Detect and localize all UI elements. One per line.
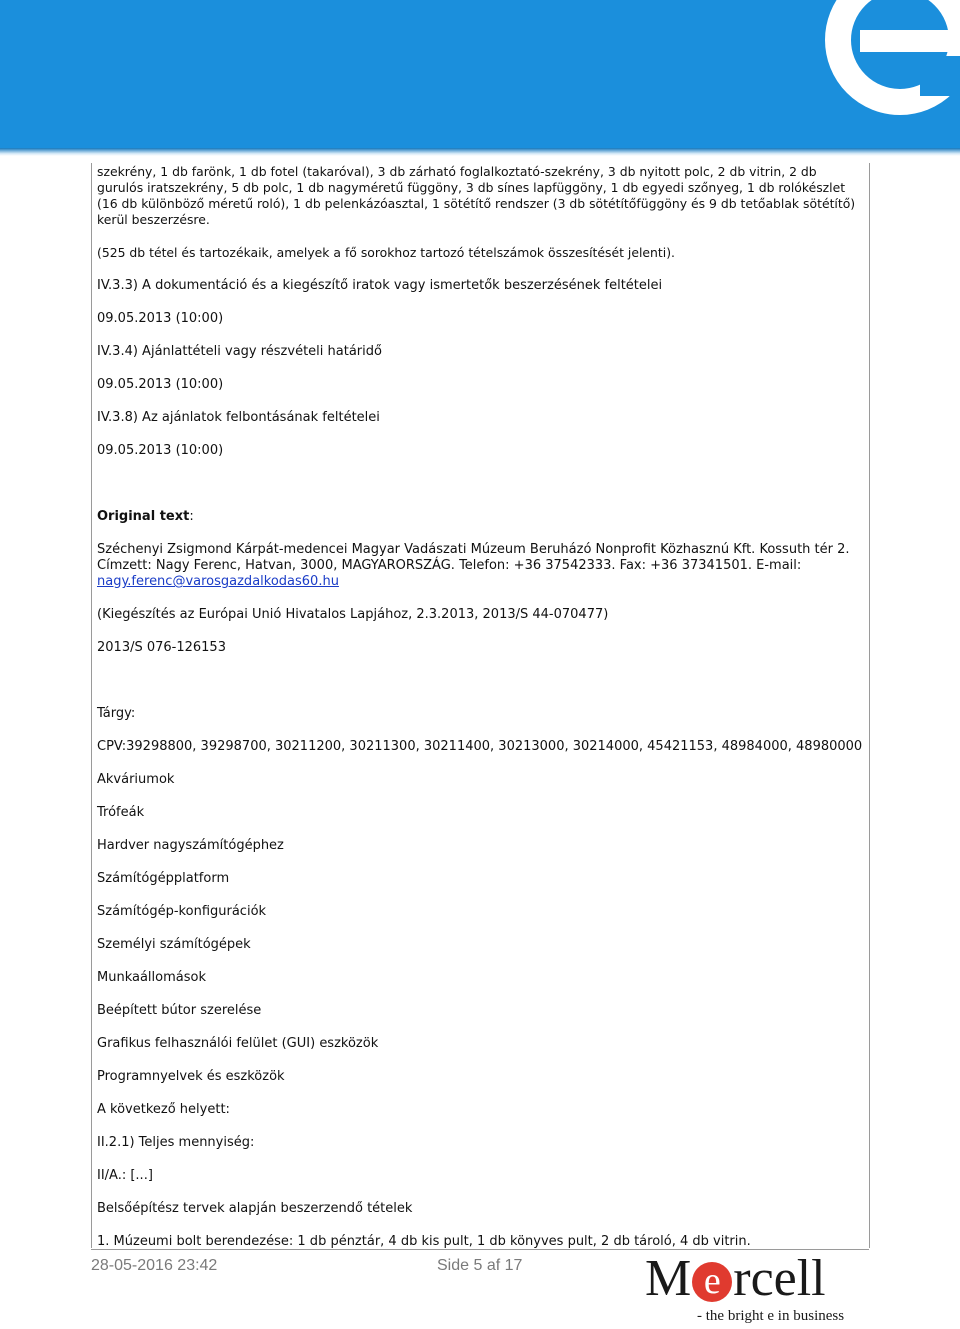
email-link[interactable]: nagy.ferenc@varosgazdalkodas60.hu xyxy=(97,574,339,589)
address-text: Széchenyi Zsigmond Kárpát-medencei Magyar Vadászati Múzeum Beruházó Nonprofit Közhasznú Kft. Kossuth tér 2. Címzett: Nagy Ferenc, Hatvan, 3000, MAGYARORSZÁG. Telefon: +36 37542333. Fax: +36 37341501. E-mail: xyxy=(97,542,850,573)
contact-address xyxy=(97,542,865,590)
brand-letter-m: M xyxy=(645,1250,692,1307)
section-iv33-heading: IV.3.3) A dokumentáció és a kiegészítő iratok vagy ismertetők beszerzésének feltételei xyxy=(97,278,663,293)
page-header-banner xyxy=(0,0,960,155)
section-ii21-heading: II.2.1) Teljes mennyiség: xyxy=(97,1135,255,1150)
subject-label: Tárgy: xyxy=(97,706,136,721)
list-item: Hardver nagyszámítógéphez xyxy=(97,838,284,853)
date-iv34: 09.05.2013 (10:00) xyxy=(97,377,224,392)
list-item: Akváriumok xyxy=(97,772,175,787)
section-iia: II/A.: [...] xyxy=(97,1168,153,1183)
spacer xyxy=(97,673,865,706)
list-item: Trófeák xyxy=(97,805,145,820)
date-iv38: 09.05.2013 (10:00) xyxy=(97,443,224,458)
marcell-e-logo-icon xyxy=(820,0,960,120)
instead-of-label: A következő helyett: xyxy=(97,1102,230,1117)
list-item: Grafikus felhasználói felület (GUI) eszközök xyxy=(97,1036,379,1051)
marcell-brand-logo xyxy=(645,1252,865,1327)
original-text-label: Original text xyxy=(97,509,190,524)
interior-items-title: Belsőépítész tervek alapján beszerzendő tételek xyxy=(97,1201,413,1216)
list-item: Személyi számítógépek xyxy=(97,937,251,952)
brand-letters-rcell: rcell xyxy=(733,1250,826,1307)
museum-shop-item: 1. Múzeumi bolt berendezése: 1 db pénztár, 4 db kis pult, 1 db könyves pult, 2 db tároló, 4 db vitrin. xyxy=(97,1234,751,1249)
brand-tagline: - the bright e in business xyxy=(697,1308,845,1324)
cpv-codes: CPV:39298800, 39298700, 30211200, 30211300, 30211400, 30213000, 30214000, 45421153, 48984000, 48980000 xyxy=(97,739,863,754)
spacer xyxy=(97,476,865,509)
list-item: Számítógép-konfigurációk xyxy=(97,904,267,919)
original-text-heading xyxy=(97,509,865,525)
quantity-note: (525 db tétel és tartozékaik, amelyek a fő sorokhoz tartozó tételszámok összesítését jelenti). xyxy=(97,245,675,260)
brand-red-e-icon: e xyxy=(692,1262,732,1302)
list-item: Számítógépplatform xyxy=(97,871,230,886)
date-iv33: 09.05.2013 (10:00) xyxy=(97,311,224,326)
document-body xyxy=(97,164,865,1267)
original-text-colon: : xyxy=(189,509,194,524)
footer-page-number: Side 5 af 17 xyxy=(437,1257,523,1274)
footer-date: 28-05-2016 23:42 xyxy=(91,1257,218,1274)
supplement-reference: (Kiegészítés az Európai Unió Hivatalos Lapjához, 2.3.2013, 2013/S 44-070477) xyxy=(97,607,609,622)
notice-reference: 2013/S 076-126153 xyxy=(97,640,226,655)
lead-paragraph: szekrény, 1 db farönk, 1 db fotel (takaróval), 3 db zárható foglalkoztató-szekrény, 3 db nyitott polc, 2 db vitrin, 2 db gurulós iratszekrény, 5 db polc, 1 db nagyméretű függöny, 3 db sínes lapfüggöny, 1 db egyedi szőnyeg, 1 db rolókészlet (16 db különböző méretű roló), 1 db pelenkázóasztal, 1 sötétítő rendszer (3 db sötétítőfüggöny és 9 db tetőablak sötétítő) kerül beszerzésre. xyxy=(97,164,856,227)
brand-wordmark xyxy=(645,1252,826,1306)
section-iv34-heading: IV.3.4) Ajánlattételi vagy részvételi határidő xyxy=(97,344,382,359)
list-item: Beépített bútor szerelése xyxy=(97,1003,262,1018)
list-item: Programnyelvek és eszközök xyxy=(97,1069,285,1084)
header-shadow xyxy=(0,148,960,156)
list-item: Munkaállomások xyxy=(97,970,206,985)
section-iv38-heading: IV.3.8) Az ajánlatok felbontásának feltételei xyxy=(97,410,380,425)
